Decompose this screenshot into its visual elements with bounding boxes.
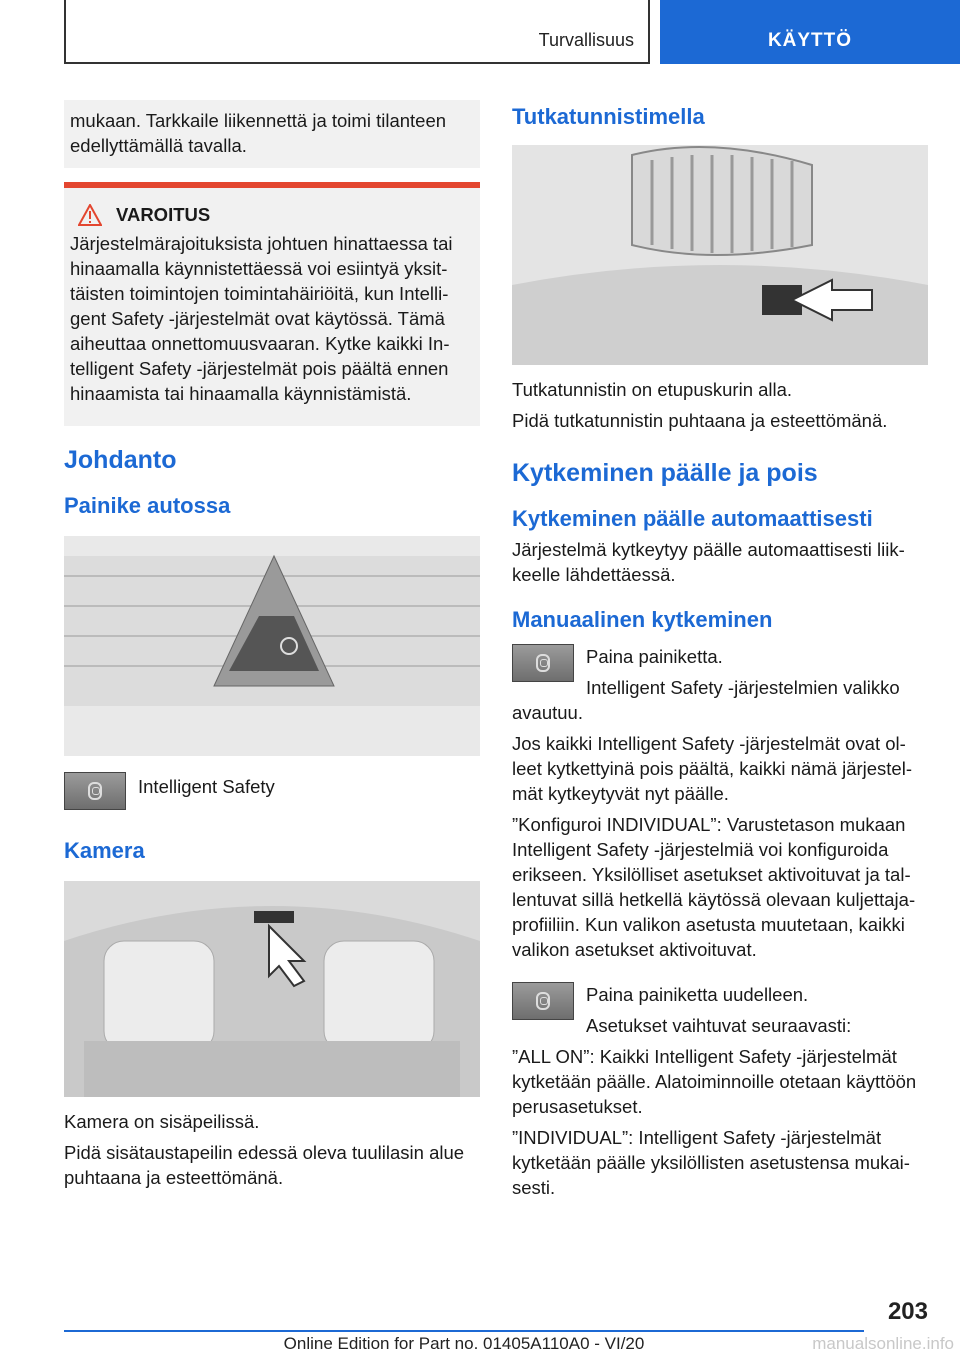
allon-text: ”ALL ON”: Kaikki Intelligent Safety -järjestelmät kytketään päälle. Alatoiminnoille otetaan käyttöön perusasetukset. [512,1046,917,1117]
front-bumper-illustration [512,145,928,365]
grille-button-illustration [64,536,480,756]
press-again-row [512,982,928,1038]
intro-heading: Johdanto [64,446,177,474]
intro-text: mukaan. Tarkkaile liikennettä ja toimi tilanteen edellyttämällä tavalla. [70,110,447,156]
warning-text: Järjestelmärajoituksista johtuen hinattaessa tai hinaamalla käynnistettäessä voi esiintyä yksittäisten toimintojen toimintahäiriöitä, kun Intelligent Safety -järjestelmät ovat käytössä. Tämä aiheuttaa onnettomuusvaaran. Kytke kaikki Intelligent Safety -järjestelmät pois päältä ennen hinaamista tai hinaamalla käynnistämistä. [70,233,453,404]
radar-figure [512,145,928,365]
edition-text: Online Edition for Part no. 01405A110A0 - VI/20 [283,1334,645,1353]
manual-press-row [512,644,928,725]
button-label: Intelligent Safety [138,776,275,797]
header-tab [660,0,960,64]
press-again-text: Paina painiketta uudelleen. [586,984,809,1005]
page-number: 203 [887,1298,928,1325]
interior-camera-illustration [64,881,480,1097]
settings-text: Asetukset vaihtuvat seuraavasti: [586,1015,852,1036]
camera-text-2: Pidä sisätaustapeilin edessä oleva tuulilasin alue puhtaana ja esteettömänä. [64,1142,465,1188]
radar-heading: Tutkatunnistimella [512,104,705,129]
left-column [64,100,480,1190]
intro-box [64,100,480,168]
button-row [64,772,480,810]
manual-heading: Manuaalinen kytkeminen [512,607,773,632]
press-text: Paina painiketta. [586,646,723,667]
para-1: Jos kaikki Intelligent Safety -järjestelmät ovat olleet kytkettyinä pois päältä, kaikki nämä järjestelmät kytkeytyvät nyt päälle. [512,733,913,804]
footer-rule [64,1330,864,1332]
button-figure [64,536,480,756]
camera-heading: Kamera [64,838,145,863]
camera-figure [64,881,480,1097]
menu-text: Intelligent Safety -järjestelmien valikko avautuu. [512,677,900,723]
radar-text-2: Pidä tutkatunnistin puhtaana ja esteettömänä. [512,410,888,431]
switch-heading: Kytkeminen päälle ja pois [512,459,818,487]
header-section-box [64,0,650,64]
individual-text: ”INDIVIDUAL”: Intelligent Safety -järjestelmät kytketään päälle yksilöllisten asetustensa mukaisesti. [512,1127,910,1198]
warning-box [64,188,480,426]
auto-text: Järjestelmä kytkeytyy päälle automaattisesti liikkeelle lähdettäessä. [512,539,905,585]
intelligent-safety-button-icon [512,982,574,1020]
watermark: manualsonline.info [812,1334,954,1353]
radar-text-1: Tutkatunnistin on etupuskurin alla. [512,379,793,400]
header-section-title: Turvallisuus [538,30,634,50]
warning-icon [78,204,102,226]
button-heading: Painike autossa [64,493,231,518]
camera-text-1: Kamera on sisäpeilissä. [64,1111,260,1132]
header-tab-label: KÄYTTÖ [767,30,853,51]
right-column [512,100,928,1200]
warning-title: VAROITUS [116,204,211,225]
intelligent-safety-button-icon [64,772,126,810]
para-2: ”Konfiguroi INDIVIDUAL”: Varustetason mukaan Intelligent Safety -järjestelmiä voi konfiguroida erikseen. Yksilölliset asetukset aktivoituvat ja tallentuvat sillä hetkellä käytössä olevaan kuljettajaprofiiliin. Kun valikon asetusta muutetaan, kaikki valikon asetukset aktivoituvat. [512,814,916,960]
auto-heading: Kytkeminen päälle automaattisesti [512,506,873,531]
intelligent-safety-button-icon [512,644,574,682]
